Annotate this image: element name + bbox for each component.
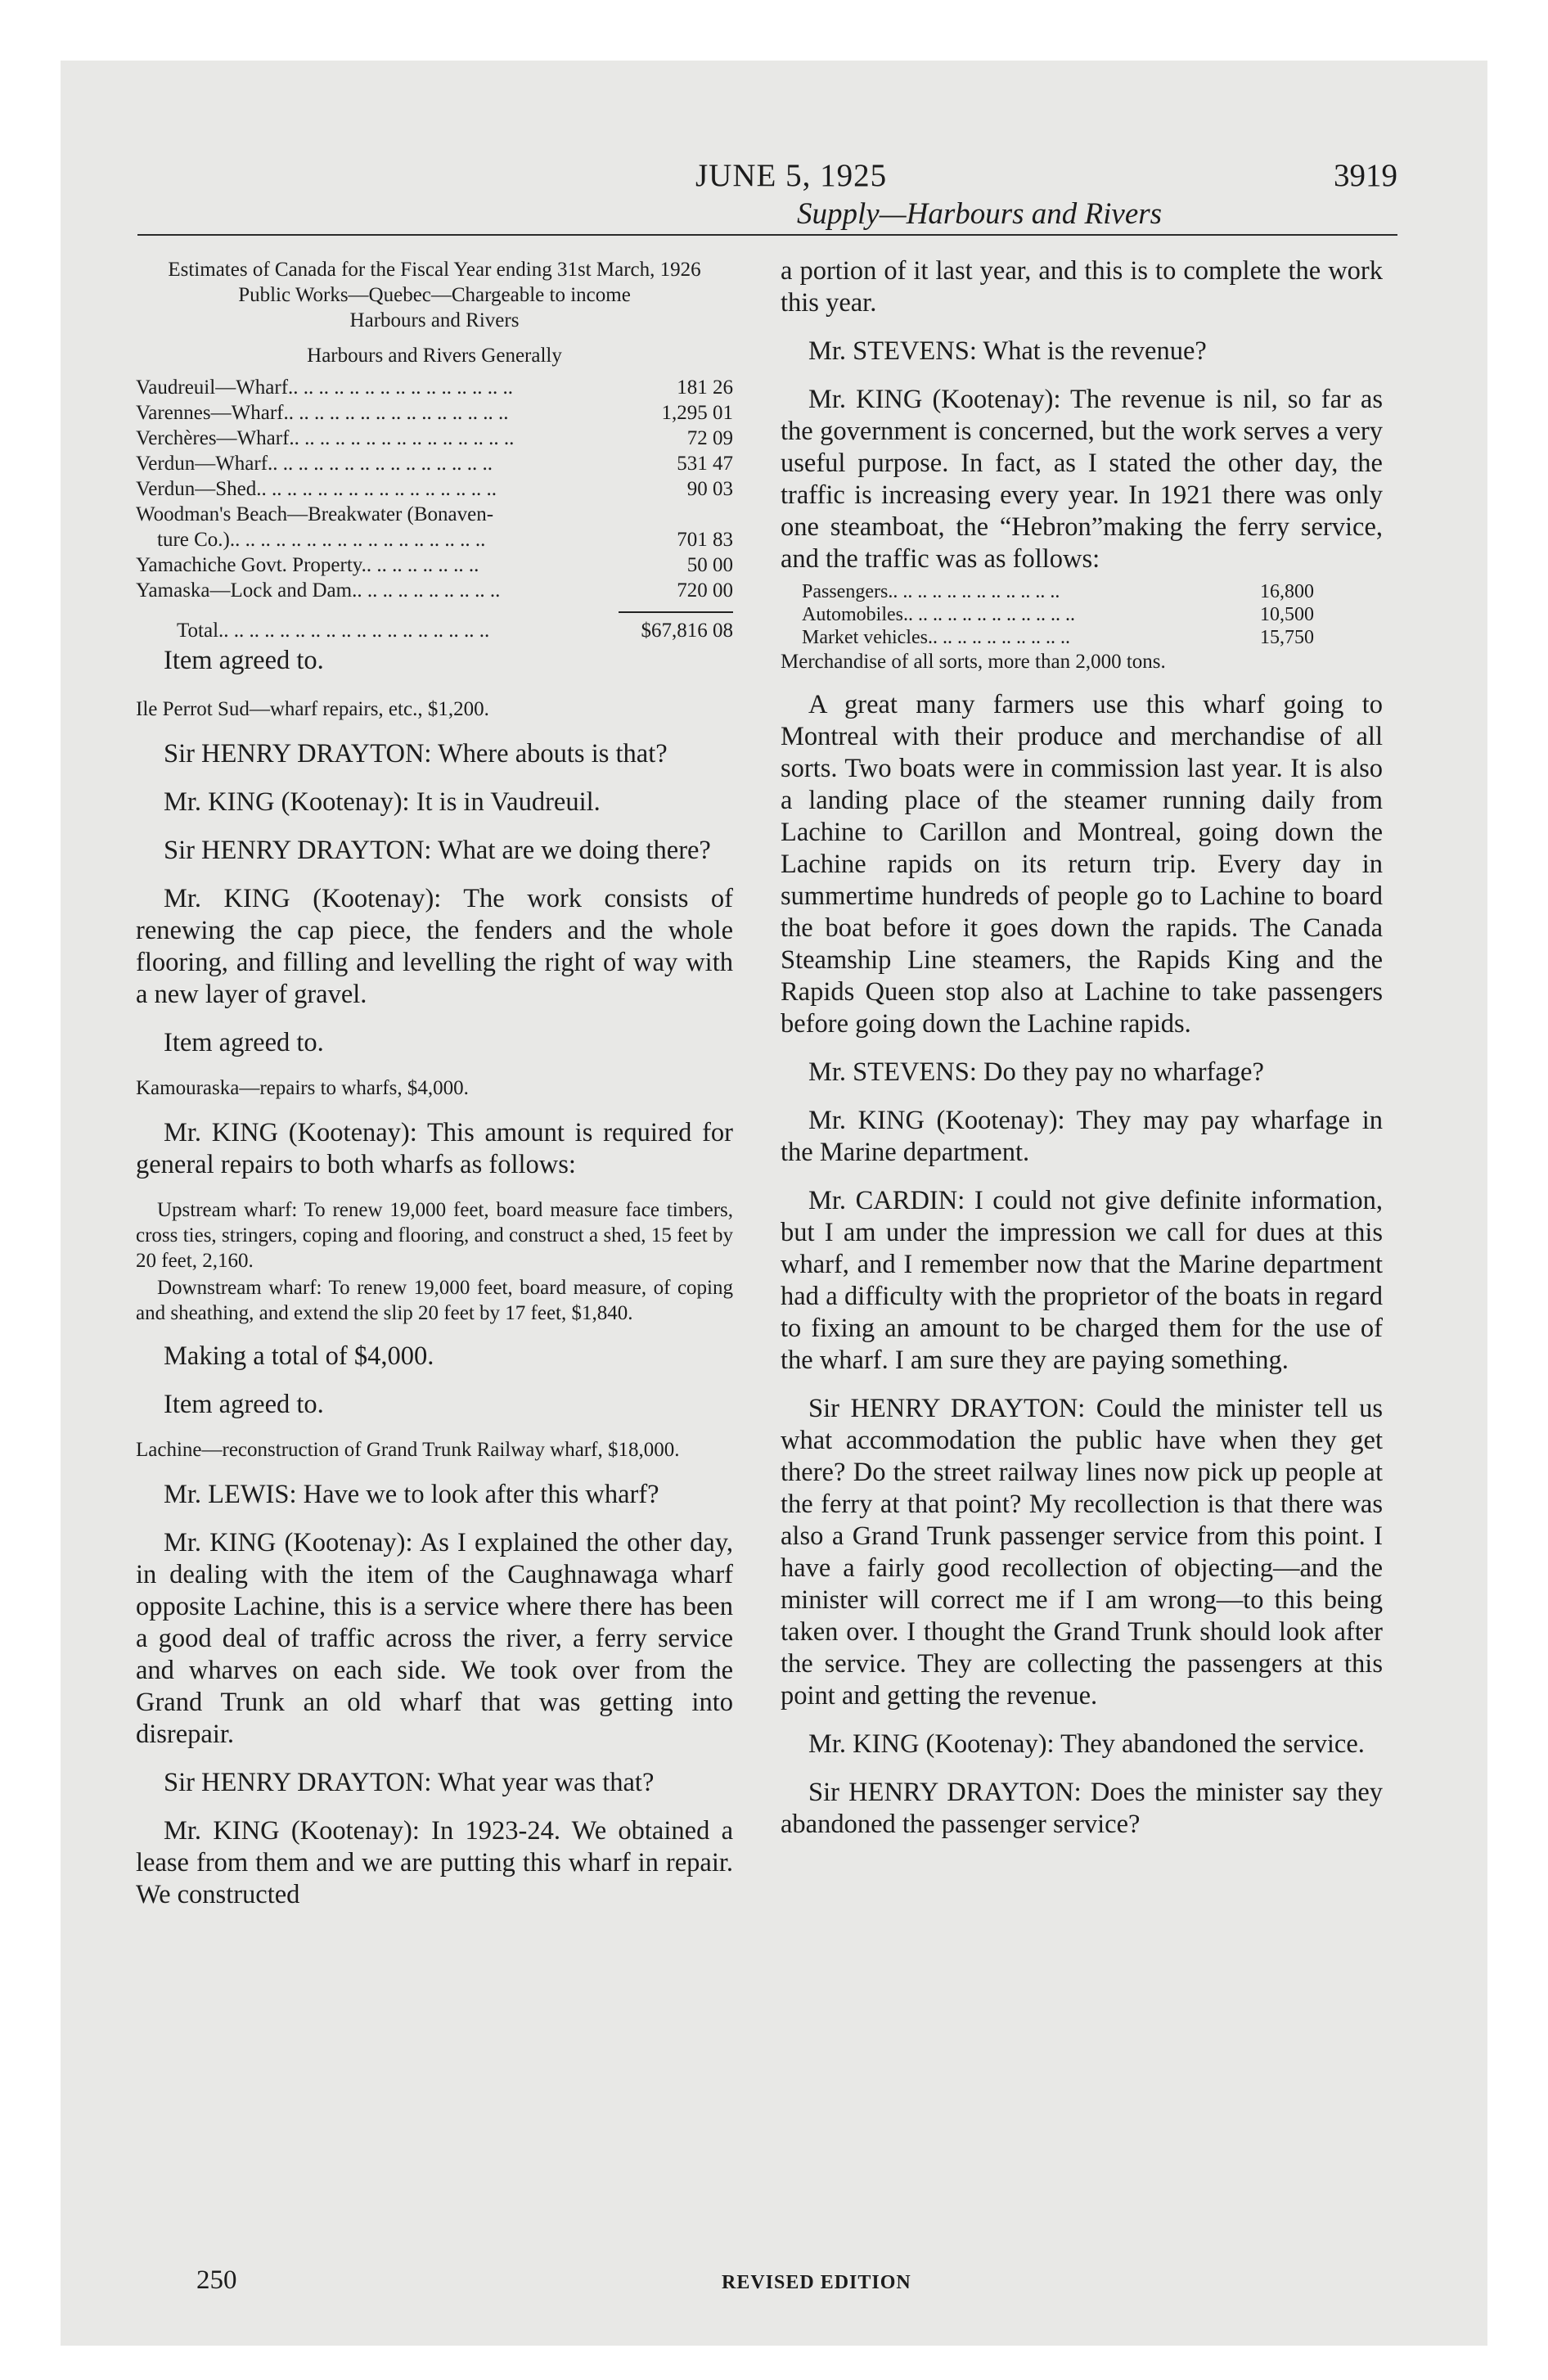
estimate-row <box>136 527 733 552</box>
speech-paragraph <box>136 1117 733 1181</box>
estimate-amount: 1,295 01 <box>661 402 733 424</box>
estimate-row <box>136 578 733 603</box>
traffic-table <box>781 580 1383 649</box>
speech-paragraph <box>781 1057 1383 1089</box>
item-agreed: Item agreed to. <box>164 1390 324 1419</box>
item-agreed: Item agreed to. <box>164 646 324 675</box>
speech-text: What year was that? <box>431 1768 655 1797</box>
speaker-name: Mr. KING (Kootenay): <box>808 1729 1055 1759</box>
estimate-row <box>136 451 733 476</box>
speech-text: I could not give definite information, but I am under the impression we call for dues at this wharf, and I remember now that the Marine department had a difficulty with the proprietor of the boats in regard to fixing an amount to be charged them for the use of the wharf. I am sure they are paying something. <box>781 1186 1384 1375</box>
estimate-amount: 72 09 <box>686 427 733 449</box>
speech-text: The work consists of renewing the cap piece, the fenders and the whole flooring, and filling and levelling the right of way with a new layer of gravel. <box>136 884 733 1009</box>
total-rule <box>619 611 733 613</box>
estimates-department: Public Works—Quebec—Chargeable to income <box>238 284 631 306</box>
speech-paragraph <box>136 1815 733 1911</box>
speaker-name: Mr. KING (Kootenay): <box>164 1528 413 1557</box>
speech-text: They abandoned the service. <box>1054 1729 1365 1759</box>
estimate-row <box>136 552 733 578</box>
estimates-table <box>136 375 733 643</box>
page-sheet <box>61 61 1487 2346</box>
speech-text: This amount is required for general repairs to both wharfs as follows: <box>136 1118 734 1179</box>
wharf-detail: Downstream wharf: To renew 19,000 feet, board measure, of coping and sheathing, and extend the slip 20 feet by 17 feet, $1,840. <box>136 1277 733 1324</box>
speech-text: In 1923-24. We obtained a lease from them and we are putting this wharf in repair. We constructed <box>136 1816 734 1909</box>
footer-edition: REVISED EDITION <box>722 2272 911 2293</box>
speech-paragraph <box>781 336 1383 367</box>
header-subtitle: Supply—Harbours and Rivers <box>797 197 1163 231</box>
speech-text: Does the minister say they abandoned the passenger service? <box>781 1778 1383 1839</box>
estimates-subsection: Harbours and Rivers Generally <box>307 345 562 367</box>
item-agreed: Item agreed to. <box>164 1028 324 1057</box>
speaker-name: Sir HENRY DRAYTON: <box>164 1768 432 1797</box>
traffic-row <box>802 603 1383 626</box>
wharf-detail: Upstream wharf: To renew 19,000 feet, board measure face timbers, cross ties, stringers, coping and flooring, and construct a shed, 15 feet by 20 feet, 2,160. <box>136 1199 733 1272</box>
estimate-amount: 701 83 <box>677 529 733 551</box>
speech-text: Have we to look after this wharf? <box>296 1480 659 1509</box>
estimate-label: Verdun—Wharf.. .. .. .. .. .. .. .. .. .. .. .. .. .. .. <box>136 453 493 475</box>
header-date: JUNE 5, 1925 <box>695 158 888 193</box>
speech-paragraph <box>781 1105 1383 1169</box>
speaker-name: Mr. STEVENS: <box>808 1057 977 1087</box>
estimate-row <box>136 476 733 502</box>
speaker-name: Mr. CARDIN: <box>808 1186 965 1215</box>
vote-item: Kamouraska—repairs to wharfs, $4,000. <box>136 1077 469 1099</box>
speech-paragraph <box>136 883 733 1011</box>
vote-item: Lachine—reconstruction of Grand Trunk Railway wharf, $18,000. <box>136 1439 680 1461</box>
header-page-number: 3919 <box>1334 158 1397 193</box>
speech-paragraph <box>781 1185 1383 1377</box>
speech-paragraph <box>781 1777 1383 1841</box>
traffic-note: Merchandise of all sorts, more than 2,000 tons. <box>781 651 1166 673</box>
estimates-heading <box>136 257 733 368</box>
speaker-name: Mr. LEWIS: <box>164 1480 297 1509</box>
vote-item: Ile Perrot Sud—wharf repairs, etc., $1,200. <box>136 698 489 720</box>
estimate-label: ture Co.).. .. .. .. .. .. .. .. .. .. .. .. .. .. .. .. .. <box>157 529 486 551</box>
speech-text: It is in Vaudreuil. <box>409 787 601 817</box>
estimate-row <box>136 426 733 451</box>
traffic-label: Automobiles.. .. .. .. .. .. .. .. .. .. .. .. <box>802 604 1075 625</box>
speaker-name: Mr. KING (Kootenay): <box>164 884 442 913</box>
speech-text: Where abouts is that? <box>431 739 668 769</box>
speech-paragraph <box>136 738 733 770</box>
speech-paragraph <box>781 384 1383 575</box>
speaker-name: Mr. KING (Kootenay): <box>164 1816 420 1846</box>
speaker-name: Mr. KING (Kootenay): <box>808 1106 1065 1135</box>
speaker-name: Mr. KING (Kootenay): <box>164 787 410 817</box>
total-amount: $67,816 08 <box>641 620 733 642</box>
traffic-row <box>802 580 1383 603</box>
traffic-label: Market vehicles.. .. .. .. .. .. .. .. .. .. <box>802 627 1070 648</box>
estimates-title: Estimates of Canada for the Fiscal Year ending 31st March, 1926 <box>168 259 701 281</box>
speech-continuation: A great many farmers use this wharf going to Montreal with their produce and merchandise of all sorts. Two boats were in commission last year. It is also a landing place of the steamer running daily from Lachine to Carillon and Montreal, going down the Lachine rapids on its return trip. Every day in summertime hundreds of people go to Lachine to board the boat before it goes down the rapids. The Canada Steamship Line steamers, the Rapids King and the Rapids Queen stop also at Lachine to take passengers before going down the Lachine rapids. <box>781 690 1383 1039</box>
speaker-name: Mr. KING (Kootenay): <box>164 1118 417 1147</box>
speaker-name: Sir HENRY DRAYTON: <box>164 836 432 865</box>
speaker-name: Sir HENRY DRAYTON: <box>164 739 432 769</box>
estimate-amount: 50 00 <box>686 554 733 576</box>
speech-text: What are we doing there? <box>431 836 711 865</box>
speaker-name: Sir HENRY DRAYTON: <box>808 1778 1082 1807</box>
speech-paragraph <box>136 1767 733 1799</box>
speech-text: Could the minister tell us what accommodation the public have when they get there? Do the street railway lines now pick up people at the ferry at that point? My recollection is that there was also a Grand Trunk passenger service from this point. I have a fairly good recollection of objecting—and the minister will correct me if I am wrong—to this being taken over. I thought the Grand Trunk should look after the service. They are collecting the passengers at this point and getting the revenue. <box>781 1394 1383 1711</box>
speech-text: Do they pay no wharfage? <box>976 1057 1264 1087</box>
estimate-label: Vaudreuil—Wharf.. .. .. .. .. .. .. .. .. .. .. .. .. .. .. <box>136 376 514 399</box>
speech-text: As I explained the other day, in dealing with the item of the Caughnawaga wharf opposite Lachine, this is a service where there has been a good deal of traffic across the river, a ferry service and wharves on each side. We took over from the Grand Trunk an old wharf that was getting into disrepair. <box>136 1528 734 1749</box>
speech-text: The revenue is nil, so far as the government is concerned, but the work serves a very useful purpose. In fact, as I stated the other day, the traffic is increasing every year. In 1921 there was only one steamboat, the “Hebron”making the ferry service, and the traffic was as follows: <box>781 385 1383 574</box>
speech-paragraph <box>781 1729 1383 1760</box>
estimate-label: Yamachiche Govt. Property.. .. .. .. .. .. .. .. <box>136 554 479 576</box>
speech-paragraph <box>136 1479 733 1511</box>
estimate-label: Varennes—Wharf.. .. .. .. .. .. .. .. .. .. .. .. .. .. .. <box>136 402 509 424</box>
estimate-label: Yamaska—Lock and Dam.. .. .. .. .. .. .. .. .. .. <box>136 579 501 602</box>
traffic-value: 15,750 <box>1260 627 1314 648</box>
speech-text: They may pay wharfage in the Marine department. <box>781 1106 1384 1167</box>
estimate-label: Verchères—Wharf.. .. .. .. .. .. .. .. .. .. .. .. .. .. .. <box>136 427 515 449</box>
speaker-name: Sir HENRY DRAYTON: <box>808 1394 1086 1423</box>
estimate-amount: 720 00 <box>677 579 733 602</box>
estimates-section: Harbours and Rivers <box>349 309 520 331</box>
speech-text: What is the revenue? <box>976 336 1207 366</box>
footer-page-number: 250 <box>196 2265 237 2295</box>
estimate-row <box>136 400 733 426</box>
total-label: Total.. .. .. .. .. .. .. .. .. .. .. .. .. .. .. .. .. .. <box>177 620 490 642</box>
estimate-row <box>136 502 733 527</box>
speech-paragraph <box>136 835 733 867</box>
estimate-label: Woodman's Beach—Breakwater (Bonaven- <box>136 503 494 525</box>
header-rule <box>137 234 1397 236</box>
total-statement: Making a total of $4,000. <box>164 1341 434 1371</box>
estimate-amount: 531 47 <box>677 453 733 475</box>
estimate-amount: 181 26 <box>677 376 733 399</box>
right-column <box>781 255 1383 1857</box>
left-column <box>136 257 733 1927</box>
traffic-label: Passengers.. .. .. .. .. .. .. .. .. .. .. .. <box>802 581 1060 602</box>
estimate-amount: 90 03 <box>686 478 733 500</box>
estimate-row <box>136 375 733 400</box>
speech-paragraph <box>781 1393 1383 1712</box>
speech-paragraph <box>136 1527 733 1751</box>
traffic-value: 10,500 <box>1260 604 1314 625</box>
speech-paragraph <box>136 787 733 818</box>
estimate-label: Verdun—Shed.. .. .. .. .. .. .. .. .. .. .. .. .. .. .. .. <box>136 478 497 500</box>
traffic-value: 16,800 <box>1260 581 1314 602</box>
estimate-total-row <box>136 618 733 643</box>
speech-continuation: a portion of it last year, and this is to complete the work this year. <box>781 256 1383 318</box>
speaker-name: Mr. KING (Kootenay): <box>808 385 1061 414</box>
speaker-name: Mr. STEVENS: <box>808 336 977 366</box>
traffic-row <box>802 626 1383 649</box>
